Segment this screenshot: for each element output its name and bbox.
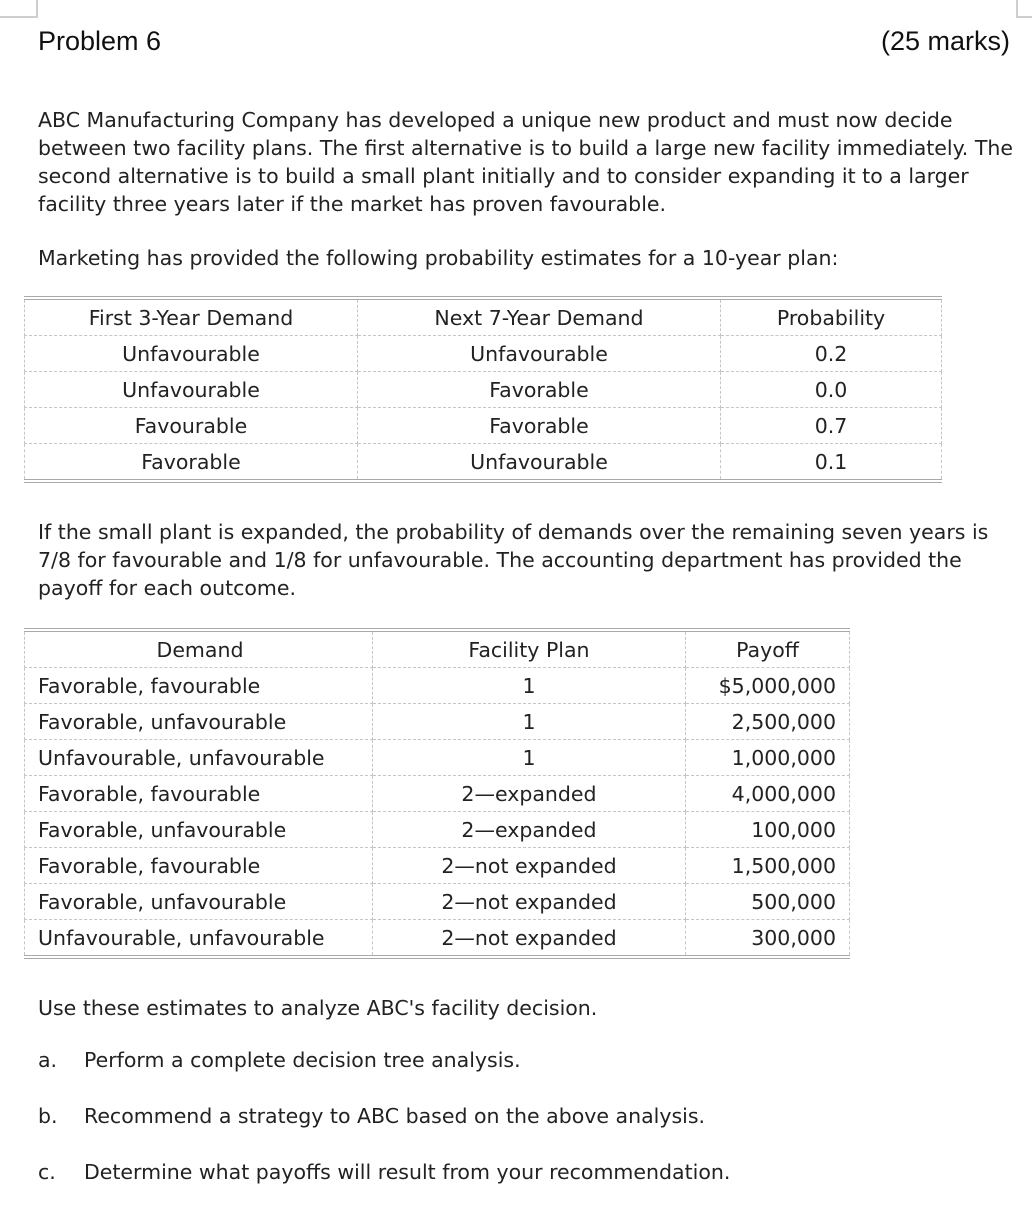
table-cell: 2—expanded bbox=[373, 776, 686, 812]
probability-table bbox=[24, 296, 942, 483]
header-cell: Facility Plan bbox=[373, 630, 686, 668]
table-cell: Favorable, unfavourable bbox=[25, 884, 373, 920]
header-cell: Payoff bbox=[686, 630, 850, 668]
table-cell: 0.2 bbox=[721, 336, 942, 372]
instruction-paragraph: Use these estimates to analyze ABC's facility decision. bbox=[38, 996, 598, 1020]
table-cell: Favorable bbox=[358, 408, 721, 444]
table-cell: 2,500,000 bbox=[686, 704, 850, 740]
question-text: Determine what payoffs will result from your recommendation. bbox=[84, 1160, 731, 1184]
table-cell: Favorable, unfavourable bbox=[25, 704, 373, 740]
table-cell: Unfavourable bbox=[25, 336, 358, 372]
table-cell: Unfavourable bbox=[25, 372, 358, 408]
marks-label: (25 marks) bbox=[880, 26, 1010, 56]
expansion-paragraph: If the small plant is expanded, the probability of demands over the remaining seven years is 7/8 for favourable and 1/8 for unfavourable. The accounting department has provided the payoff for each outcome. bbox=[38, 520, 989, 600]
table-row bbox=[25, 740, 850, 776]
header-cell: Probability bbox=[721, 298, 942, 336]
table-row bbox=[25, 668, 850, 704]
table-row bbox=[25, 884, 850, 920]
table-cell: Favorable bbox=[25, 444, 358, 482]
question-c bbox=[38, 1160, 730, 1184]
header-cell: First 3-Year Demand bbox=[25, 298, 358, 336]
table-header-row bbox=[25, 298, 942, 336]
table-cell: 500,000 bbox=[686, 884, 850, 920]
table-cell: 0.0 bbox=[721, 372, 942, 408]
payoff-table bbox=[24, 628, 850, 959]
table-row bbox=[25, 920, 850, 958]
table-cell: 1,000,000 bbox=[686, 740, 850, 776]
table-cell: 1 bbox=[373, 740, 686, 776]
table-cell: $5,000,000 bbox=[686, 668, 850, 704]
table-cell: Favorable, unfavourable bbox=[25, 812, 373, 848]
table-row bbox=[25, 848, 850, 884]
question-label: a. bbox=[38, 1048, 58, 1072]
intro-paragraph: ABC Manufacturing Company has developed a unique new product and must now decide between two facility plans. The first alternative is to build a large new facility immediately. The second alternative is to build a small plant initially and to consider expanding it to a larger facility three years later if the market has proven favourable. bbox=[38, 108, 1013, 216]
table-cell: 2—not expanded bbox=[373, 848, 686, 884]
question-text: Recommend a strategy to ABC based on the above analysis. bbox=[84, 1104, 706, 1128]
table-cell: Unfavourable bbox=[358, 336, 721, 372]
table-cell: 1 bbox=[373, 704, 686, 740]
table-row bbox=[25, 372, 942, 408]
header-cell: Next 7-Year Demand bbox=[358, 298, 721, 336]
table-cell: Favorable, favourable bbox=[25, 668, 373, 704]
table-cell: Unfavourable, unfavourable bbox=[25, 740, 373, 776]
table-cell: 4,000,000 bbox=[686, 776, 850, 812]
table-cell: 2—expanded bbox=[373, 812, 686, 848]
table-row bbox=[25, 336, 942, 372]
problem-title: Problem 6 bbox=[38, 26, 162, 56]
question-b bbox=[38, 1104, 705, 1128]
table-row bbox=[25, 408, 942, 444]
table-cell: 100,000 bbox=[686, 812, 850, 848]
table-cell: 2—not expanded bbox=[373, 884, 686, 920]
table-cell: 0.7 bbox=[721, 408, 942, 444]
table-row bbox=[25, 444, 942, 482]
question-label: c. bbox=[38, 1160, 56, 1184]
question-label: b. bbox=[38, 1104, 58, 1128]
table-cell: Favorable, favourable bbox=[25, 848, 373, 884]
table-row bbox=[25, 776, 850, 812]
question-a bbox=[38, 1048, 521, 1072]
table-cell: Favourable bbox=[25, 408, 358, 444]
table-cell: Unfavourable, unfavourable bbox=[25, 920, 373, 958]
table-cell: 1,500,000 bbox=[686, 848, 850, 884]
table-row bbox=[25, 704, 850, 740]
marketing-paragraph: Marketing has provided the following probability estimates for a 10-year plan: bbox=[38, 246, 839, 270]
page-corner-mark-left bbox=[0, 0, 38, 18]
question-text: Perform a complete decision tree analysis. bbox=[84, 1048, 521, 1072]
table-cell: 1 bbox=[373, 668, 686, 704]
header-cell: Demand bbox=[25, 630, 373, 668]
table-cell: 300,000 bbox=[686, 920, 850, 958]
table-cell: Favorable, favourable bbox=[25, 776, 373, 812]
table-cell: 2—not expanded bbox=[373, 920, 686, 958]
table-cell: Unfavourable bbox=[358, 444, 721, 482]
table-row bbox=[25, 812, 850, 848]
table-header-row bbox=[25, 630, 850, 668]
page-corner-mark-right bbox=[1016, 0, 1032, 18]
table-cell: Favorable bbox=[358, 372, 721, 408]
table-cell: 0.1 bbox=[721, 444, 942, 482]
